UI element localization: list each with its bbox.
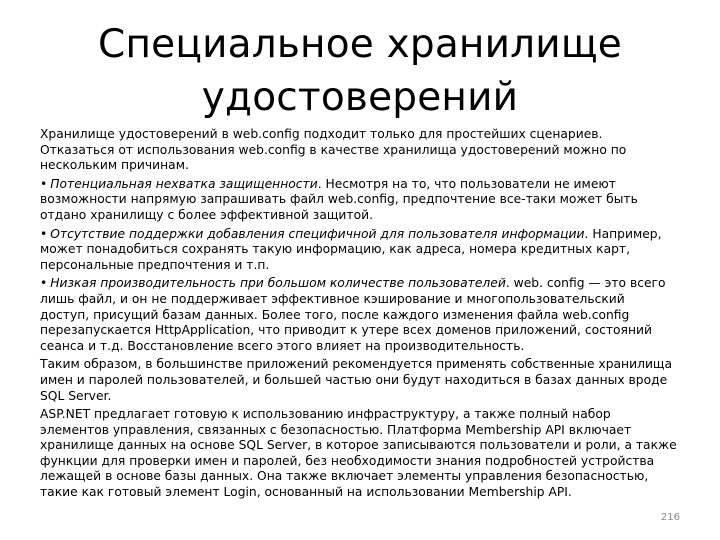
bullet-icon: • [40, 226, 48, 241]
slide-title: Специальное хранилище удостоверений [98, 22, 622, 120]
aspnet-paragraph [40, 407, 677, 501]
bullet-icon: • [40, 176, 48, 191]
bullet-text: . Например, может понадобиться сохранять такую информацию, как адреса, номера кредитных карт, персональные предпочтения и т.п. [40, 226, 662, 272]
intro-paragraph [40, 127, 677, 174]
bullet-text: . web. config — это всего лишь файл, и он не поддерживает эффективное кэширование и многопользовательский доступ, присущий базам данных. Более того, после каждого изменения файла web.config перезапускается HttpApplication, что приводит к утере всех доменов приложений, состояний сеанса и т.д. Восстановление всего этого влияет на производительность. [40, 276, 666, 353]
bullet-security [40, 177, 677, 224]
slide-body [40, 127, 677, 504]
conclusion-paragraph [40, 357, 677, 404]
paragraph-text: Таким образом, в большинстве приложений рекомендуется применять собственные хранилища имен и паролей пользователей, и большей частью они будут находиться в базах данных вроде SQL Server. [40, 357, 673, 403]
bullet-icon: • [40, 276, 48, 291]
bullet-text: . Несмотря на то, что пользователи не имеют возможности напрямую запрашивать файл web.config, предпочтение все-таки может быть отдано хранилищу с более эффективной защитой. [40, 176, 638, 222]
bullet-lead: Отсутствие поддержки добавления специфичной для пользователя информации [50, 226, 585, 241]
bullet-performance [40, 276, 677, 354]
page-number: 216 [660, 512, 680, 523]
paragraph-text: ASP.NET предлагает готовую к использованию инфраструктуру, а также полный набор элементов управления, связанных с безопасностью. Платформа Membership API включает хранилище данных на основе SQL Server, в которое записываются пользователи и роли, а также функции для проверки имен и паролей, без необходимости знания подробностей устройства лежащей в основе базы данных. Она также включает элементы управления безопасностью, такие как готовый элемент Login, основанный на использовании Membership API. [40, 407, 677, 500]
bullet-lead: Низкая производительность при большом количестве пользователей [50, 276, 506, 291]
paragraph-text: Хранилище удостоверений в web.config подходит только для простейших сценариев. Отказаться от использования web.config в качестве хранилища удостоверений можно по нескольким причинам. [40, 127, 627, 173]
bullet-user-info [40, 227, 677, 274]
bullet-lead: Потенциальная нехватка защищенности [50, 176, 318, 191]
